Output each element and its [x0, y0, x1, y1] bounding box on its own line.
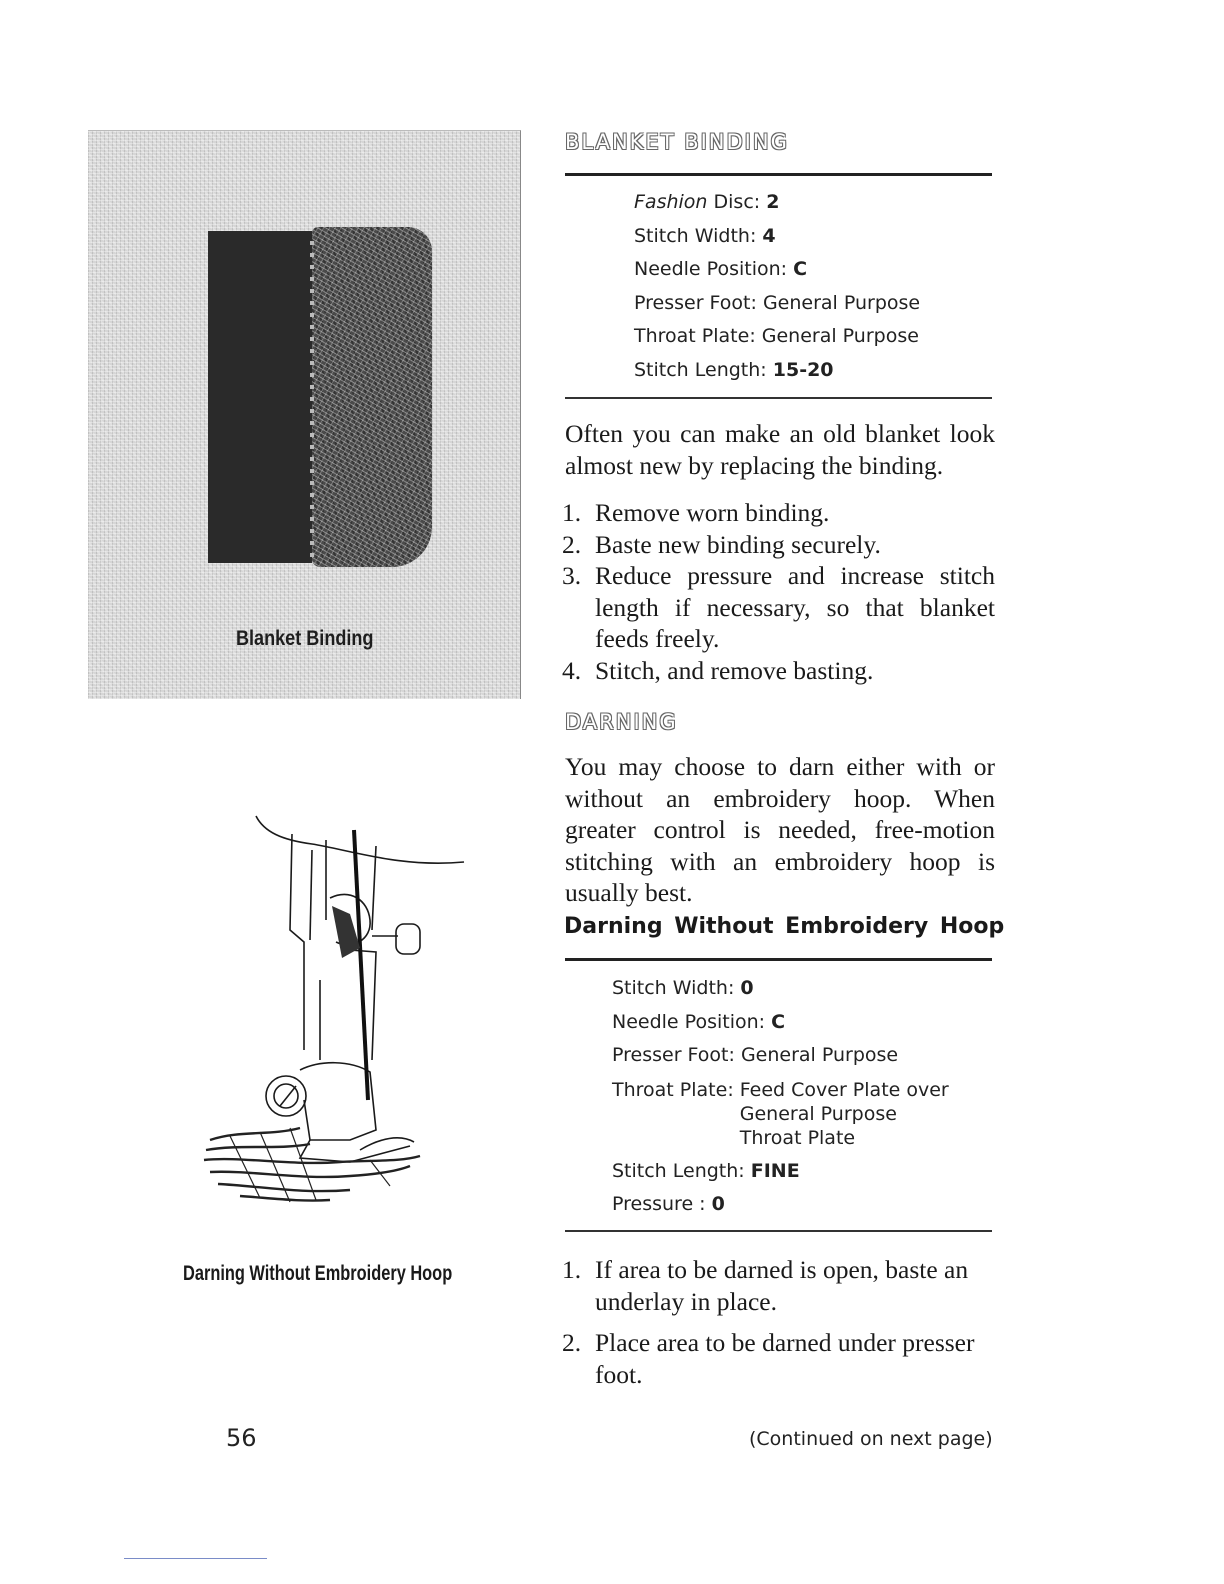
blanket-binding-settings: [634, 186, 920, 388]
list-item: 3. Reduce pressure and increase stitch length if necessary, so that blanket feeds freely.: [562, 561, 995, 653]
setting-presser-foot: Presser Foot: General Purpose: [612, 1044, 899, 1067]
setting-pressure: Pressure : 0: [612, 1193, 725, 1216]
section-heading-blanket-binding: BLANKET BINDING: [565, 130, 789, 154]
setting-stitch-length: Stitch Length: FINE: [612, 1159, 800, 1182]
illustration-caption: Darning Without Embroidery Hoop: [183, 1262, 453, 1285]
setting-presser-foot: Presser Foot: General Purpose: [634, 291, 921, 314]
setting-stitch-width: Stitch Width: 4: [634, 224, 776, 247]
rule-bottom: [565, 397, 992, 399]
darning-settings: [612, 972, 949, 1222]
blanket-binding-photo: [88, 130, 521, 699]
list-item: 2. Baste new binding securely.: [562, 529, 881, 559]
blanket-binding-steps: [562, 497, 995, 686]
list-item: 4. Stitch, and remove basting.: [562, 655, 874, 685]
stitch-line: [310, 241, 314, 561]
setting-throat-plate: Throat Plate: Feed Cover Plate over General Purpose Throat Plate: [612, 1078, 949, 1149]
setting-needle-position: Needle Position: C: [634, 258, 808, 281]
darning-subheading: Darning Without Embroidery Hoop: [564, 914, 1005, 939]
rule-top: [565, 958, 992, 961]
darning-intro: You may choose to darn either with or without an embroidery hoop. When greater control is needed, free-motion stitching with an embroidery hoop is usually best.: [565, 752, 995, 907]
continued-note: (Continued on next page): [749, 1428, 993, 1450]
darning-foot-illustration: [200, 810, 490, 1210]
list-item: 1. If area to be darned is open, baste an underlay in place.: [562, 1255, 969, 1316]
section-heading-darning: DARNING: [565, 710, 678, 734]
binding-strip: [208, 231, 312, 563]
rule-bottom: [565, 1230, 992, 1232]
setting-stitch-length: Stitch Length: 15-20: [634, 358, 834, 381]
setting-fashion-disc: Fashion Disc: 2: [634, 191, 780, 213]
setting-throat-plate: Throat Plate: General Purpose: [634, 325, 919, 348]
blanket-fabric: [312, 227, 432, 567]
setting-needle-position: Needle Position: C: [612, 1010, 786, 1033]
divider: [124, 1558, 267, 1559]
darning-steps: [562, 1254, 995, 1400]
page-number: 56: [226, 1424, 257, 1452]
list-item: 1. Remove worn binding.: [562, 498, 830, 527]
list-item: 2. Place area to be darned under presser foot.: [562, 1328, 975, 1389]
setting-stitch-width: Stitch Width: 0: [612, 977, 754, 999]
photo-caption: Blanket Binding: [236, 627, 374, 650]
rule-top: [565, 173, 992, 176]
blanket-binding-intro: Often you can make an old blanket look almost new by replacing the binding.: [565, 419, 995, 480]
